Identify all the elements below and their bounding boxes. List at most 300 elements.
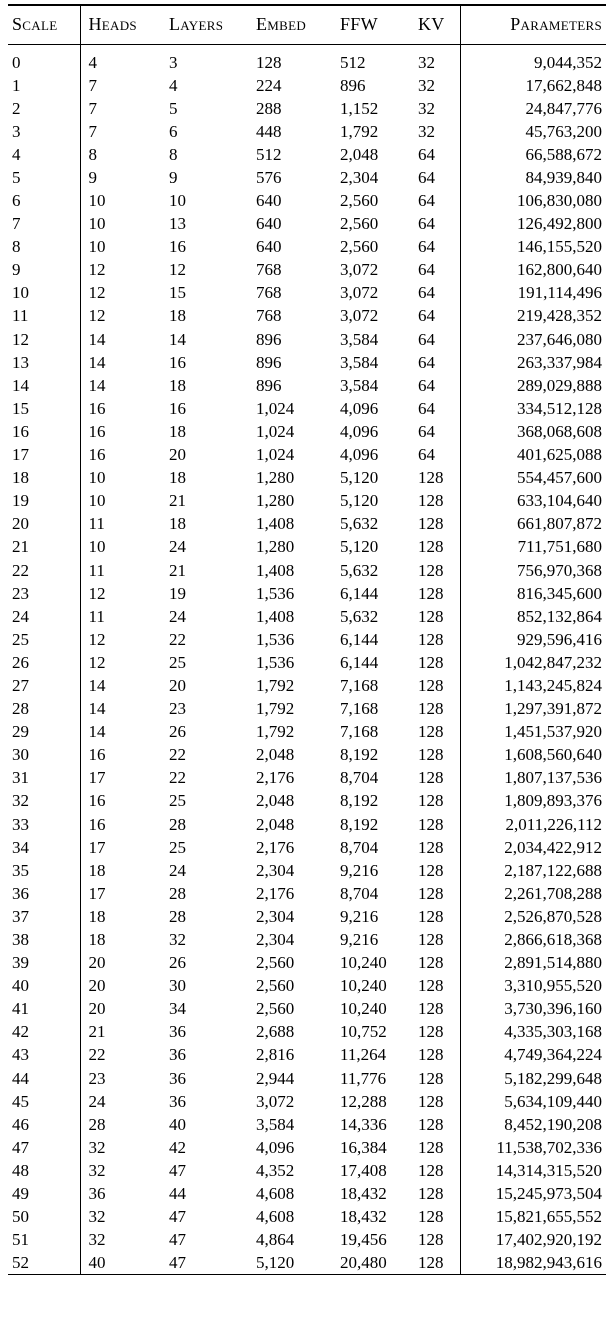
column-header-kv: KV <box>416 5 460 44</box>
cell-ffw: 5,632 <box>340 560 379 580</box>
cell-kv: 128 <box>416 512 460 535</box>
cell-parameters: 106,830,080 <box>517 191 602 211</box>
table-row <box>8 1090 606 1113</box>
table-body <box>8 44 606 1275</box>
cell-ffw: 6,144 <box>340 652 379 672</box>
cell-layers: 19 <box>169 583 186 603</box>
cell-embed: 2,048 <box>256 814 295 834</box>
cell-layers: 20 <box>169 675 186 695</box>
cell-scale: 45 <box>8 1090 80 1113</box>
table-row <box>8 420 606 443</box>
cell-kv: 128 <box>416 674 460 697</box>
cell-scale: 4 <box>8 143 80 166</box>
cell-layers: 13 <box>169 214 186 234</box>
table-row <box>8 1182 606 1205</box>
cell-scale: 50 <box>8 1205 80 1228</box>
cell-kv: 128 <box>416 882 460 905</box>
cell-scale: 43 <box>8 1043 80 1066</box>
cell-embed: 640 <box>256 237 282 257</box>
cell-layers: 20 <box>169 445 186 465</box>
table-row <box>8 1159 606 1182</box>
cell-heads: 23 <box>88 1068 106 1088</box>
cell-ffw: 1,152 <box>340 98 379 118</box>
cell-parameters: 162,800,640 <box>517 260 602 280</box>
cell-scale: 17 <box>8 443 80 466</box>
table-row <box>8 789 606 812</box>
cell-layers: 18 <box>169 514 186 534</box>
cell-kv: 32 <box>416 44 460 74</box>
cell-embed: 2,560 <box>256 953 295 973</box>
cell-embed: 2,176 <box>256 768 295 788</box>
cell-embed: 2,304 <box>256 906 295 926</box>
cell-parameters: 401,625,088 <box>517 445 602 465</box>
table-row <box>8 1020 606 1043</box>
table-row <box>8 997 606 1020</box>
cell-heads: 32 <box>88 1137 106 1157</box>
cell-heads: 18 <box>88 860 106 880</box>
header-row <box>8 5 606 44</box>
cell-parameters: 5,182,299,648 <box>504 1068 602 1088</box>
cell-ffw: 5,632 <box>340 514 379 534</box>
cell-ffw: 8,704 <box>340 837 379 857</box>
cell-embed: 2,304 <box>256 930 295 950</box>
cell-layers: 4 <box>169 75 178 95</box>
cell-scale: 11 <box>8 304 80 327</box>
cell-kv: 128 <box>416 1182 460 1205</box>
cell-layers: 23 <box>169 699 186 719</box>
cell-scale: 31 <box>8 766 80 789</box>
cell-heads: 32 <box>88 1207 106 1227</box>
cell-layers: 14 <box>169 329 186 349</box>
cell-ffw: 10,752 <box>340 1022 387 1042</box>
column-header-scale: Scale <box>8 5 80 44</box>
cell-scale: 39 <box>8 951 80 974</box>
cell-embed: 896 <box>256 329 282 349</box>
cell-layers: 18 <box>169 468 186 488</box>
cell-layers: 24 <box>169 860 186 880</box>
cell-scale: 23 <box>8 582 80 605</box>
cell-heads: 12 <box>88 652 106 672</box>
cell-parameters: 2,034,422,912 <box>504 837 602 857</box>
cell-layers: 25 <box>169 652 186 672</box>
cell-ffw: 17,408 <box>340 1160 387 1180</box>
cell-layers: 36 <box>169 1091 186 1111</box>
cell-heads: 10 <box>88 491 106 511</box>
cell-embed: 2,048 <box>256 745 295 765</box>
cell-scale: 0 <box>8 44 80 74</box>
table-row <box>8 489 606 512</box>
cell-embed: 1,280 <box>256 468 295 488</box>
cell-embed: 2,176 <box>256 883 295 903</box>
cell-parameters: 14,314,315,520 <box>495 1160 602 1180</box>
cell-heads: 17 <box>88 837 106 857</box>
cell-embed: 2,176 <box>256 837 295 857</box>
cell-layers: 16 <box>169 237 186 257</box>
cell-kv: 128 <box>416 1228 460 1251</box>
cell-layers: 42 <box>169 1137 186 1157</box>
cell-embed: 448 <box>256 121 282 141</box>
cell-kv: 64 <box>416 166 460 189</box>
cell-ffw: 20,480 <box>338 1251 416 1275</box>
cell-parameters: 1,809,893,376 <box>504 791 602 811</box>
cell-scale: 14 <box>8 374 80 397</box>
cell-scale: 22 <box>8 558 80 581</box>
table-row <box>8 558 606 581</box>
table-row <box>8 1228 606 1251</box>
cell-heads: 17 <box>88 883 106 903</box>
cell-embed: 3,584 <box>256 1114 295 1134</box>
cell-embed: 768 <box>256 306 282 326</box>
cell-embed: 1,792 <box>256 675 295 695</box>
table-row <box>8 628 606 651</box>
cell-heads: 14 <box>88 675 106 695</box>
cell-kv: 128 <box>416 558 460 581</box>
cell-ffw: 9,216 <box>340 860 379 880</box>
cell-parameters: 15,821,655,552 <box>495 1207 602 1227</box>
cell-layers: 16 <box>169 352 186 372</box>
cell-parameters: 1,807,137,536 <box>504 768 602 788</box>
cell-parameters: 15,245,973,504 <box>495 1184 602 1204</box>
cell-embed: 288 <box>256 98 282 118</box>
cell-embed: 4,608 <box>256 1207 295 1227</box>
cell-kv: 64 <box>416 304 460 327</box>
cell-layers: 18 <box>169 375 186 395</box>
cell-kv: 64 <box>416 258 460 281</box>
cell-embed: 1,792 <box>256 722 295 742</box>
cell-kv: 128 <box>416 1251 460 1275</box>
cell-ffw: 3,584 <box>340 329 379 349</box>
cell-layers: 26 <box>169 722 186 742</box>
table-row <box>8 697 606 720</box>
table-row <box>8 166 606 189</box>
cell-parameters: 237,646,080 <box>517 329 602 349</box>
cell-scale: 2 <box>8 97 80 120</box>
cell-scale: 24 <box>8 605 80 628</box>
cell-ffw: 2,048 <box>340 144 379 164</box>
cell-heads: 17 <box>88 768 106 788</box>
cell-layers: 22 <box>169 629 186 649</box>
cell-kv: 128 <box>416 605 460 628</box>
cell-parameters: 4,749,364,224 <box>504 1045 602 1065</box>
cell-embed: 224 <box>256 75 282 95</box>
column-header-layers: Layers <box>167 5 254 44</box>
cell-embed: 1,280 <box>256 491 295 511</box>
cell-ffw: 8,192 <box>340 814 379 834</box>
cell-ffw: 3,584 <box>340 375 379 395</box>
table-row <box>8 304 606 327</box>
cell-scale: 28 <box>8 697 80 720</box>
cell-kv: 128 <box>416 697 460 720</box>
cell-layers: 36 <box>169 1068 186 1088</box>
cell-parameters: 17,662,848 <box>525 75 602 95</box>
cell-parameters: 2,187,122,688 <box>504 860 602 880</box>
cell-layers: 3 <box>169 52 178 72</box>
cell-ffw: 896 <box>340 75 366 95</box>
cell-layers: 15 <box>169 283 186 303</box>
cell-parameters: 2,866,618,368 <box>504 930 602 950</box>
cell-layers: 22 <box>169 745 186 765</box>
cell-parameters: 126,492,800 <box>517 214 602 234</box>
table-row <box>8 281 606 304</box>
cell-ffw: 18,432 <box>340 1207 387 1227</box>
cell-scale: 33 <box>8 813 80 836</box>
cell-kv: 128 <box>416 743 460 766</box>
cell-layers: 30 <box>169 976 186 996</box>
cell-kv: 64 <box>416 443 460 466</box>
cell-scale: 13 <box>8 351 80 374</box>
cell-parameters: 263,337,984 <box>517 352 602 372</box>
cell-ffw: 9,216 <box>340 930 379 950</box>
cell-scale: 19 <box>8 489 80 512</box>
table-row <box>8 859 606 882</box>
cell-scale: 40 <box>8 974 80 997</box>
cell-kv: 128 <box>416 1159 460 1182</box>
cell-scale: 32 <box>8 789 80 812</box>
cell-scale: 15 <box>8 397 80 420</box>
cell-parameters: 554,457,600 <box>517 468 602 488</box>
cell-heads: 16 <box>88 814 106 834</box>
cell-parameters: 45,763,200 <box>525 121 602 141</box>
cell-kv: 128 <box>416 905 460 928</box>
cell-heads: 7 <box>88 75 97 95</box>
cell-layers: 26 <box>169 953 186 973</box>
table-row <box>8 1205 606 1228</box>
cell-kv: 64 <box>416 281 460 304</box>
cell-kv: 64 <box>416 374 460 397</box>
table-row <box>8 44 606 74</box>
table-row <box>8 582 606 605</box>
cell-heads: 14 <box>88 375 106 395</box>
cell-embed: 896 <box>256 375 282 395</box>
cell-ffw: 5,120 <box>340 537 379 557</box>
cell-ffw: 5,632 <box>340 606 379 626</box>
cell-parameters: 18,982,943,616 <box>460 1251 606 1275</box>
cell-embed: 2,816 <box>256 1045 295 1065</box>
cell-ffw: 19,456 <box>340 1230 387 1250</box>
cell-embed: 5,120 <box>254 1251 338 1275</box>
cell-heads: 14 <box>88 352 106 372</box>
model-scale-table <box>8 4 606 1275</box>
cell-scale: 44 <box>8 1067 80 1090</box>
cell-layers: 34 <box>169 999 186 1019</box>
cell-layers: 18 <box>169 306 186 326</box>
cell-layers: 21 <box>169 491 186 511</box>
cell-scale: 35 <box>8 859 80 882</box>
cell-layers: 44 <box>169 1184 186 1204</box>
cell-kv: 64 <box>416 351 460 374</box>
cell-scale: 34 <box>8 836 80 859</box>
cell-scale: 37 <box>8 905 80 928</box>
table-row <box>8 1113 606 1136</box>
cell-layers: 21 <box>169 560 186 580</box>
table-row <box>8 1043 606 1066</box>
table-row <box>8 189 606 212</box>
cell-kv: 32 <box>416 74 460 97</box>
cell-kv: 64 <box>416 235 460 258</box>
cell-scale: 21 <box>8 535 80 558</box>
cell-parameters: 66,588,672 <box>525 144 602 164</box>
cell-ffw: 2,560 <box>340 191 379 211</box>
cell-embed: 128 <box>256 52 282 72</box>
cell-kv: 128 <box>416 720 460 743</box>
table-row <box>8 743 606 766</box>
cell-embed: 1,536 <box>256 652 295 672</box>
cell-layers: 28 <box>169 814 186 834</box>
cell-kv: 64 <box>416 189 460 212</box>
cell-parameters: 929,596,416 <box>517 629 602 649</box>
cell-layers: 47 <box>169 1160 186 1180</box>
cell-heads: 18 <box>88 906 106 926</box>
cell-heads: 12 <box>88 260 106 280</box>
cell-scale: 46 <box>8 1113 80 1136</box>
cell-heads: 14 <box>88 722 106 742</box>
cell-ffw: 5,120 <box>340 491 379 511</box>
table-row <box>8 1067 606 1090</box>
cell-scale: 25 <box>8 628 80 651</box>
cell-layers: 28 <box>169 906 186 926</box>
cell-layers: 40 <box>169 1114 186 1134</box>
table-row <box>8 674 606 697</box>
table-row <box>8 397 606 420</box>
column-header-ffw: FFW <box>338 5 416 44</box>
table-row <box>8 720 606 743</box>
cell-kv: 128 <box>416 859 460 882</box>
cell-scale: 49 <box>8 1182 80 1205</box>
table-row <box>8 143 606 166</box>
cell-scale: 9 <box>8 258 80 281</box>
cell-scale: 41 <box>8 997 80 1020</box>
table-row <box>8 882 606 905</box>
cell-kv: 128 <box>416 928 460 951</box>
cell-embed: 1,408 <box>256 514 295 534</box>
cell-ffw: 10,240 <box>340 976 387 996</box>
cell-ffw: 4,096 <box>340 445 379 465</box>
cell-kv: 128 <box>416 651 460 674</box>
cell-embed: 2,048 <box>256 791 295 811</box>
cell-heads: 14 <box>88 699 106 719</box>
cell-embed: 2,304 <box>256 860 295 880</box>
cell-heads: 28 <box>88 1114 106 1134</box>
cell-ffw: 12,288 <box>340 1091 387 1111</box>
cell-layers: 22 <box>169 768 186 788</box>
cell-heads: 10 <box>88 537 106 557</box>
cell-layers: 25 <box>169 837 186 857</box>
cell-heads: 11 <box>88 560 105 580</box>
cell-embed: 4,608 <box>256 1184 295 1204</box>
cell-embed: 1,024 <box>256 421 295 441</box>
cell-scale: 5 <box>8 166 80 189</box>
cell-ffw: 9,216 <box>340 906 379 926</box>
cell-parameters: 84,939,840 <box>525 167 602 187</box>
cell-parameters: 24,847,776 <box>525 98 602 118</box>
cell-layers: 9 <box>169 167 178 187</box>
cell-kv: 128 <box>416 789 460 812</box>
cell-embed: 640 <box>256 214 282 234</box>
cell-embed: 1,536 <box>256 629 295 649</box>
cell-parameters: 146,155,520 <box>517 237 602 257</box>
table-row <box>8 813 606 836</box>
cell-kv: 128 <box>416 997 460 1020</box>
cell-heads: 9 <box>88 167 97 187</box>
cell-layers: 12 <box>169 260 186 280</box>
cell-ffw: 3,072 <box>340 306 379 326</box>
cell-embed: 1,408 <box>256 606 295 626</box>
table-row <box>8 351 606 374</box>
table-row <box>8 605 606 628</box>
cell-layers: 28 <box>169 883 186 903</box>
table-row <box>8 535 606 558</box>
cell-parameters: 1,608,560,640 <box>504 745 602 765</box>
cell-ffw: 4,096 <box>340 398 379 418</box>
cell-embed: 4,352 <box>256 1160 295 1180</box>
cell-layers: 47 <box>169 1207 186 1227</box>
cell-kv: 32 <box>416 120 460 143</box>
cell-heads: 12 <box>88 583 106 603</box>
cell-parameters: 3,310,955,520 <box>504 976 602 996</box>
table-row <box>8 235 606 258</box>
cell-layers: 6 <box>169 121 178 141</box>
cell-embed: 1,024 <box>256 445 295 465</box>
cell-embed: 2,944 <box>256 1068 295 1088</box>
cell-kv: 64 <box>416 328 460 351</box>
cell-ffw: 7,168 <box>340 722 379 742</box>
cell-heads: 36 <box>88 1184 106 1204</box>
cell-ffw: 8,192 <box>340 745 379 765</box>
cell-parameters: 711,751,680 <box>517 537 602 557</box>
cell-parameters: 8,452,190,208 <box>504 1114 602 1134</box>
cell-heads: 10 <box>88 214 106 234</box>
table-row <box>8 97 606 120</box>
cell-kv: 64 <box>416 420 460 443</box>
table-row <box>8 328 606 351</box>
cell-scale: 10 <box>8 281 80 304</box>
cell-ffw: 3,072 <box>340 260 379 280</box>
table-row <box>8 258 606 281</box>
cell-heads: 4 <box>88 52 97 72</box>
cell-parameters: 1,297,391,872 <box>504 699 602 719</box>
cell-scale: 38 <box>8 928 80 951</box>
cell-parameters: 2,526,870,528 <box>504 906 602 926</box>
table-row <box>8 836 606 859</box>
cell-heads: 16 <box>88 398 106 418</box>
cell-ffw: 10,240 <box>340 999 387 1019</box>
cell-ffw: 2,560 <box>340 214 379 234</box>
cell-ffw: 6,144 <box>340 583 379 603</box>
cell-scale: 30 <box>8 743 80 766</box>
cell-parameters: 2,261,708,288 <box>504 883 602 903</box>
column-header-heads: Heads <box>80 5 167 44</box>
cell-embed: 4,864 <box>256 1230 295 1250</box>
cell-parameters: 191,114,496 <box>517 283 602 303</box>
table-row <box>8 466 606 489</box>
cell-kv: 128 <box>416 1043 460 1066</box>
table-row <box>8 443 606 466</box>
cell-parameters: 368,068,608 <box>517 421 602 441</box>
cell-heads: 32 <box>88 1160 106 1180</box>
cell-parameters: 289,029,888 <box>517 375 602 395</box>
cell-parameters: 17,402,920,192 <box>495 1230 602 1250</box>
cell-heads: 16 <box>88 421 106 441</box>
cell-scale: 12 <box>8 328 80 351</box>
cell-kv: 128 <box>416 1205 460 1228</box>
cell-heads: 20 <box>88 953 106 973</box>
cell-ffw: 8,704 <box>340 768 379 788</box>
cell-embed: 2,560 <box>256 976 295 996</box>
cell-kv: 32 <box>416 97 460 120</box>
cell-kv: 128 <box>416 951 460 974</box>
cell-heads: 32 <box>88 1230 106 1250</box>
cell-scale: 1 <box>8 74 80 97</box>
